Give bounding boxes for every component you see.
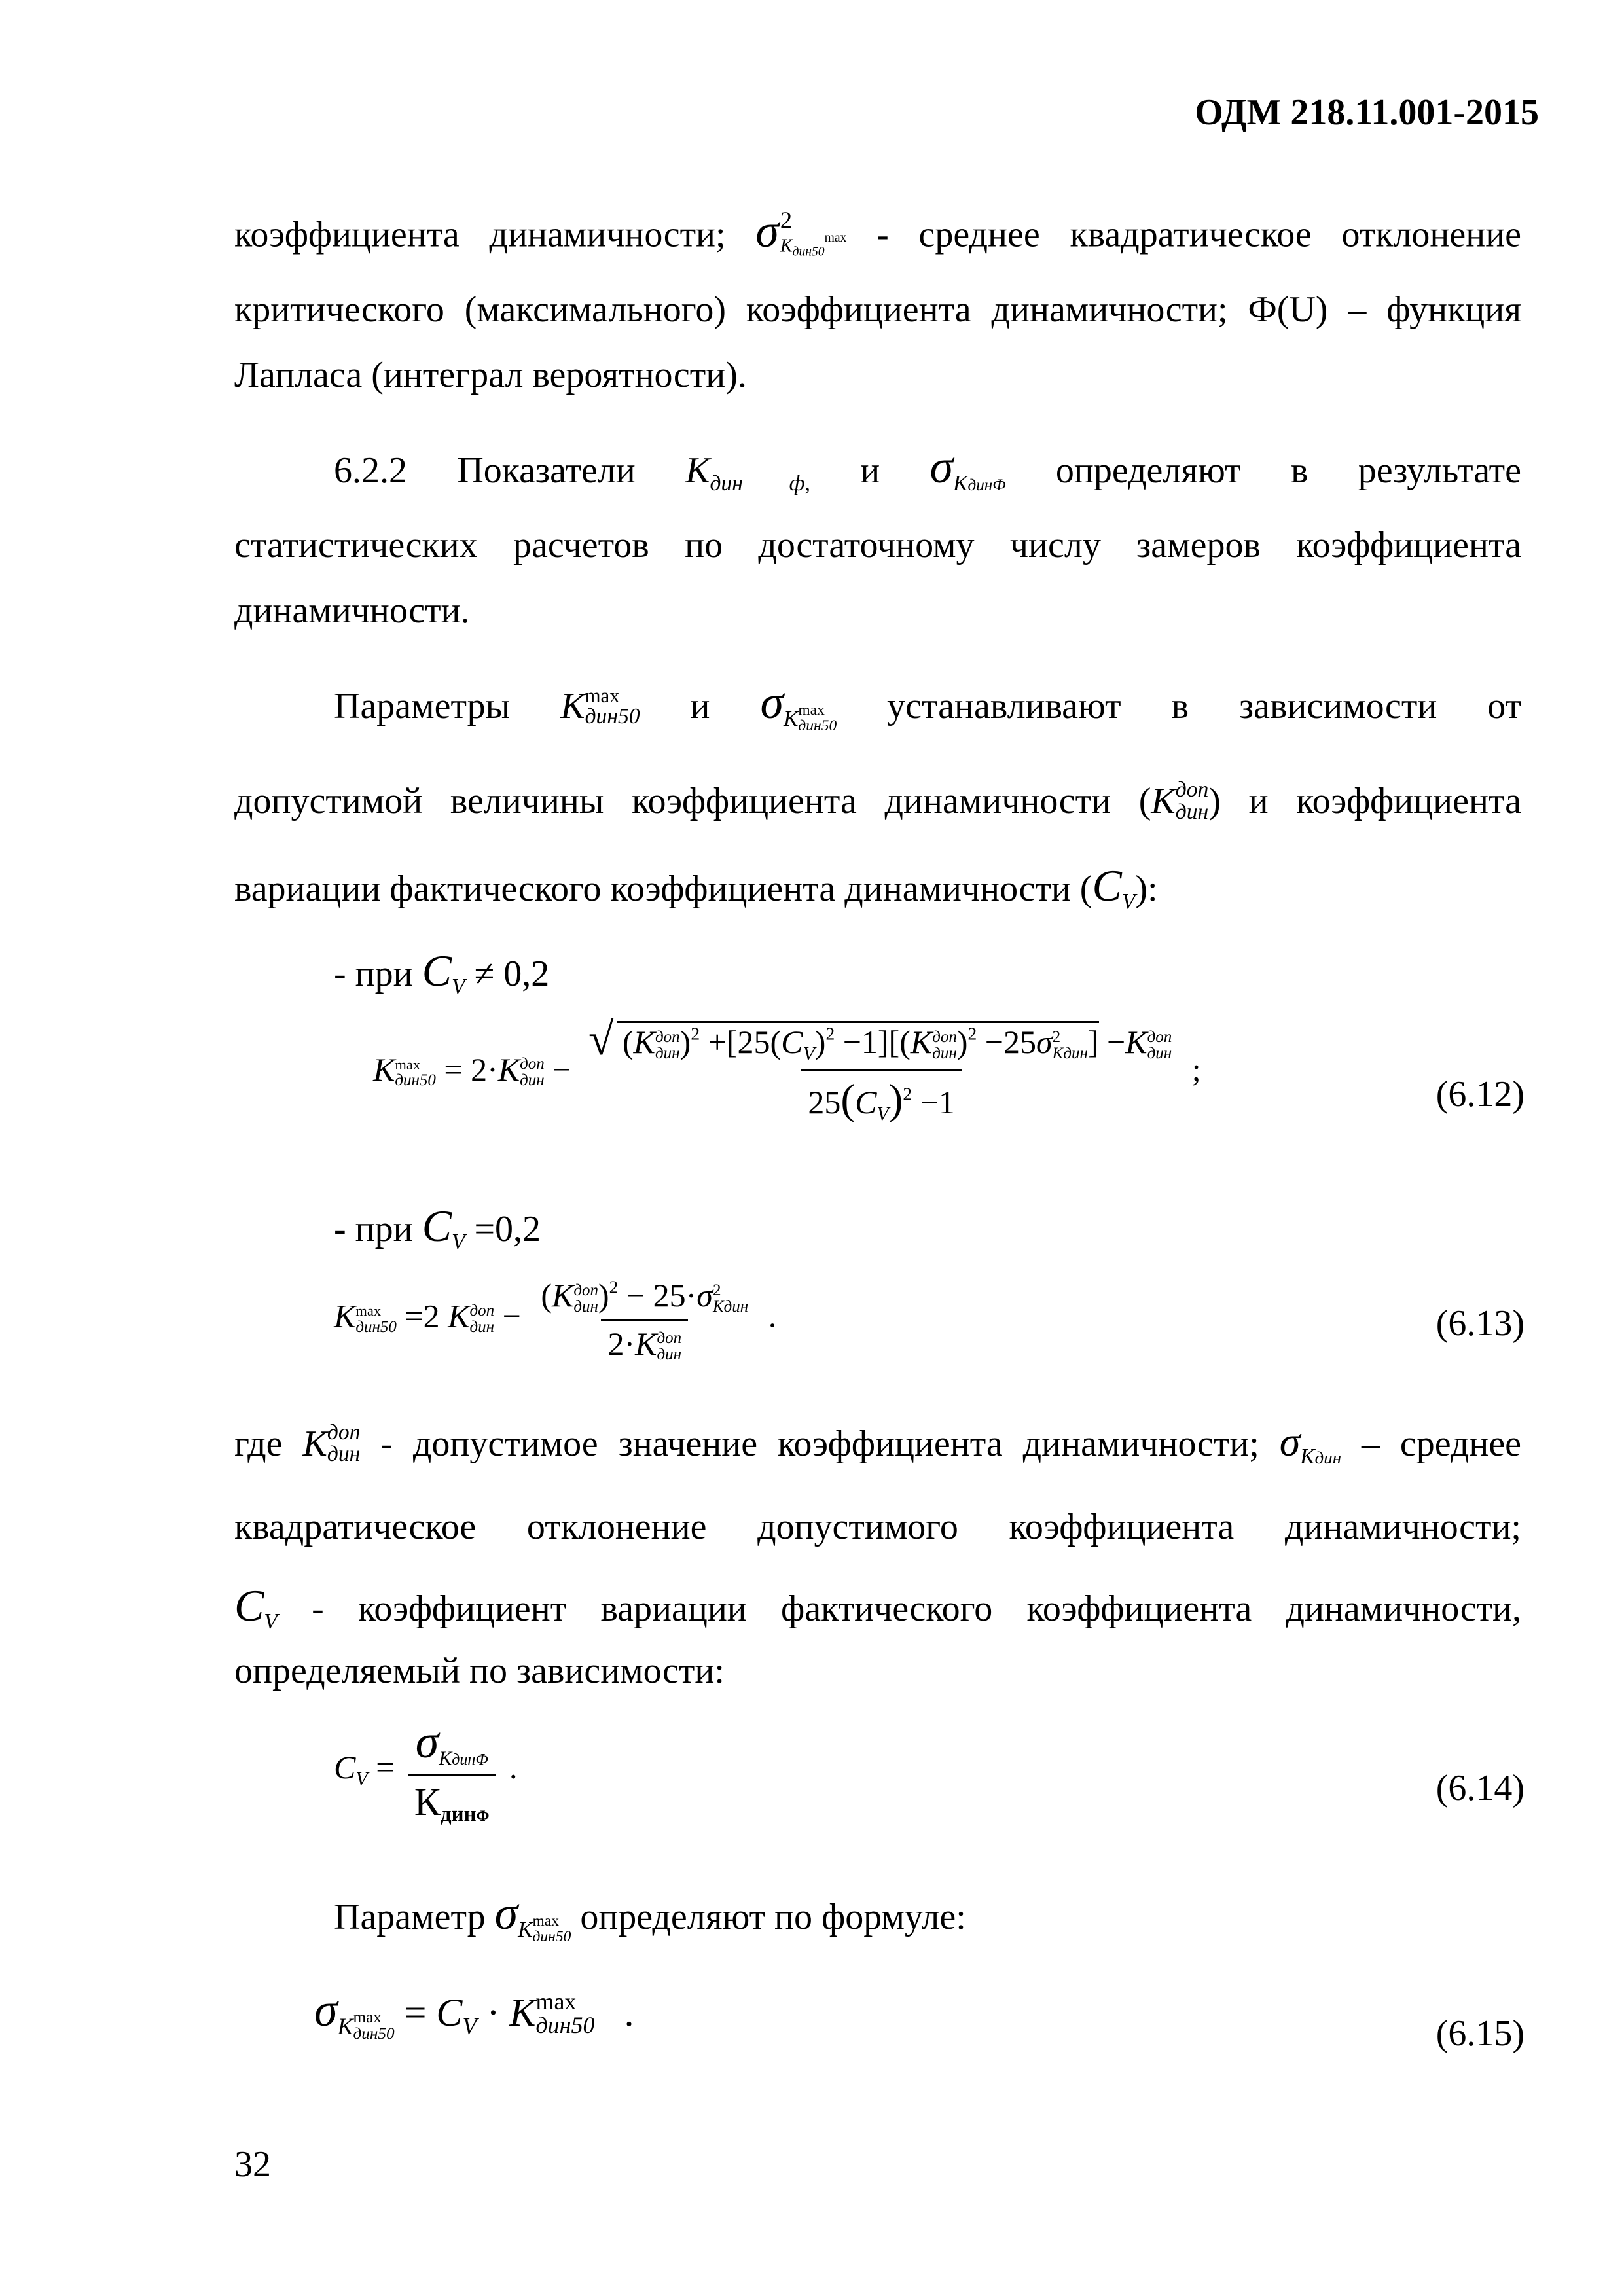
fraction: $\frac{\sigma_{KдинФ}}{\text{КдинФ}}$: [408, 1715, 496, 1827]
fraction: √ (K доп дин )$^2 +[25(C_V)^2 -1][(K$ доп дин )$^2$ −25σ 2 Kдин ] −K доп дин $25(C_V)^2 -1$: [585, 1021, 1178, 1125]
page-number: 32: [234, 2144, 271, 2185]
paragraph-line: $C_V$ - коэффициент вариации фактического коэффициента динамичности,: [234, 1581, 1521, 1634]
equation-number: (6.14): [1435, 1768, 1525, 1808]
paragraph-line: [234, 204, 1522, 259]
equation-6-14: $C_V$ = $\frac{\sigma_{KдинФ}}{\text{КдинФ}}$ .: [334, 1715, 518, 1827]
paragraph-line: критического (максимального) коэффициента динамичности; Ф(U) – функция: [234, 289, 1521, 330]
paragraph-line: статистических расчетов по достаточному числу замеров коэффициента: [234, 525, 1521, 565]
equation-6-15: $\sigma_{K max дин50}$ = $C_V \cdot K$ max дин50 .: [314, 1984, 634, 2043]
text: коэффициента динамичности;: [234, 214, 726, 255]
paragraph-line: Лапласа (интеграл вероятности).: [234, 355, 747, 395]
k-din-f-symbol: $K_{дин ф,}$: [685, 450, 810, 495]
document-code: ОДМ 218.11.001-2015: [1195, 92, 1539, 133]
sigma-symbol: σ 2 $K_{дин50}^{max}$: [755, 204, 847, 259]
paragraph-line: динамичности.: [234, 590, 470, 631]
equation-number: (6.15): [1435, 2013, 1525, 2054]
sigma-k-din-f-symbol: $\sigma_{KдинФ}$ определяют в результате: [929, 440, 1522, 495]
paragraph-line: квадратическое отклонение допустимого коэффициента динамичности;: [234, 1507, 1521, 1547]
k-din-dop-symbol: K доп дин: [1151, 778, 1209, 824]
paragraph-line: Параметры K max дин50 и $\sigma_{K max дин50}$ устанавливают в зависимости от: [334, 676, 1522, 734]
paragraph-line: допустимой величины коэффициента динамичности (K доп дин ) и коэффициента: [234, 778, 1521, 824]
k-din50-max-symbol: K max дин50: [560, 684, 640, 729]
equation-6-13: K max дин50 =2 K доп дин − (K доп дин )$^2$ − 25·σ 2 Kдин 2·K доп дин .: [334, 1276, 777, 1363]
equation-number: (6.12): [1435, 1074, 1525, 1115]
condition-line: - при $C_V =0,2$: [334, 1201, 541, 1254]
fraction: (K доп дин )$^2$ − 25·σ 2 Kдин 2·K доп дин: [541, 1276, 749, 1363]
paragraph-line: вариации фактического коэффициента динамичности $(C_V)$:: [234, 861, 1158, 914]
paragraph-line: 6.2.2 Показатели $K_{дин ф,}$ и $\sigma_{KдинФ}$ определяют в результате: [334, 440, 1522, 495]
equation-6-12: K max дин50 = 2·K доп дин − √ (K доп дин )$^2 +[25(C_V)^2 -1][(K$ доп дин )$^2$ −25σ 2 Kдин ] −K доп дин $25(C_V)^2 -1$ ;: [373, 1021, 1201, 1125]
sigma-k-din50-max-symbol: $\sigma_{K max дин50}$: [760, 676, 837, 734]
condition-line: - при $C_V \ne 0,2$: [334, 946, 550, 999]
text: - среднее квадратическое отклонение: [876, 214, 1522, 255]
equation-number: (6.13): [1435, 1303, 1525, 1344]
paragraph-line: определяемый по зависимости:: [234, 1651, 725, 1691]
paragraph-line: где K доп дин - допустимое значение коэффициента динамичности; $\sigma_{Kдин}$ – среднее: [234, 1418, 1522, 1469]
paragraph-line: Параметр $\sigma_{K max дин50}$ определяют по формуле:: [334, 1887, 966, 1945]
